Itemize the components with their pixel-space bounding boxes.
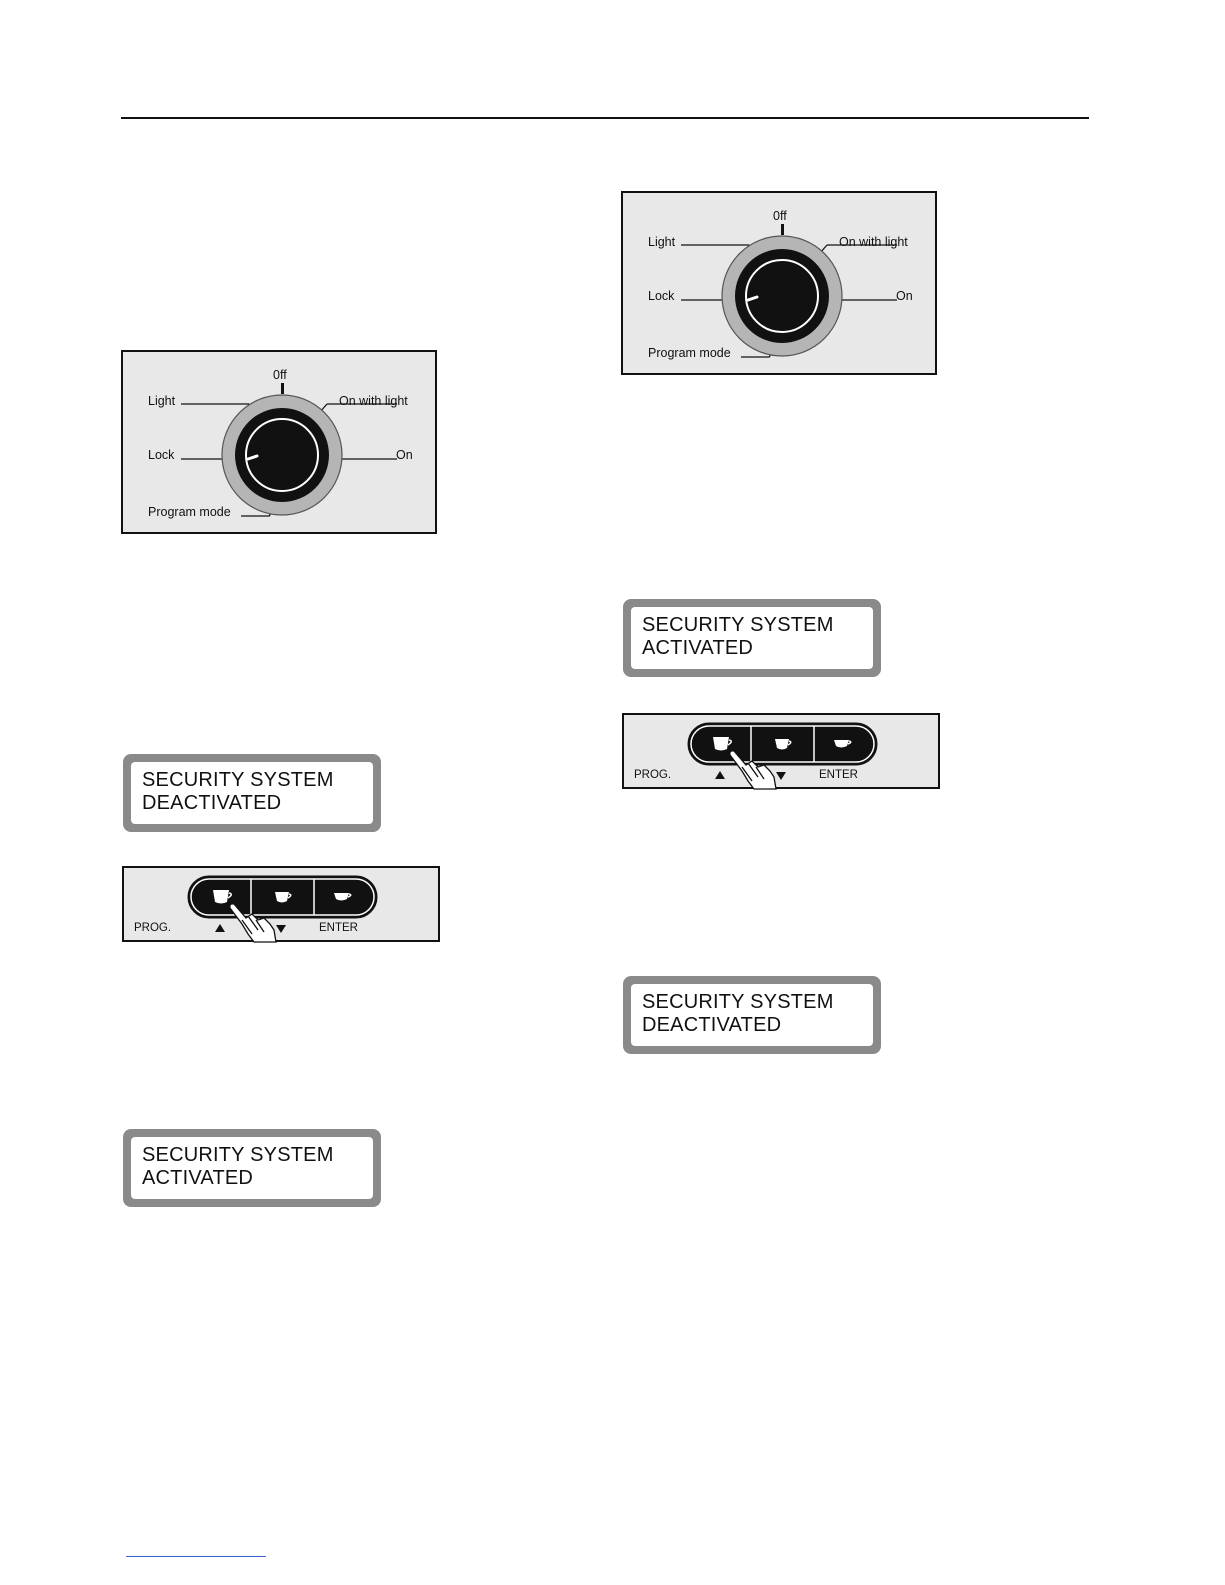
dial-knob — [735, 249, 829, 343]
security-display-deactivated — [123, 754, 381, 832]
button-panel-right — [622, 713, 940, 789]
enter-label: ENTER — [819, 769, 858, 781]
dial-label-program-mode: Program mode — [148, 505, 231, 519]
dial-label-on: On — [896, 289, 913, 303]
security-display-activated — [623, 599, 881, 677]
dial-label-on-with-light: On with light — [339, 394, 408, 408]
security-display-deactivated — [623, 976, 881, 1054]
display-line-1: SECURITY SYSTEM — [642, 991, 834, 1013]
display-line-2: DEACTIVATED — [642, 1014, 782, 1036]
selector-dial-panel-right — [621, 191, 937, 375]
dial-knob — [235, 408, 329, 502]
dial-label-lock: Lock — [148, 448, 175, 462]
button-panel-drawing — [624, 715, 942, 791]
up-arrow-icon — [715, 771, 725, 779]
prog-label: PROG. — [134, 922, 172, 934]
dial-label-lock: Lock — [648, 289, 675, 303]
prog-label: PROG. — [634, 769, 672, 781]
display-line-1: SECURITY SYSTEM — [642, 614, 834, 636]
display-screen — [131, 762, 373, 824]
security-display-activated — [123, 1129, 381, 1207]
display-line-2: ACTIVATED — [642, 637, 754, 659]
footer-link-underline — [126, 1556, 266, 1557]
dial-label-light: Light — [648, 235, 676, 249]
dial-label-on: On — [396, 448, 413, 462]
dial-label-program-mode: Program mode — [648, 346, 731, 360]
display-screen — [131, 1137, 373, 1199]
display-screen — [631, 984, 873, 1046]
display-screen — [631, 607, 873, 669]
display-line-2: ACTIVATED — [142, 1167, 254, 1189]
dial-label-light: Light — [148, 394, 176, 408]
down-arrow-icon — [776, 772, 786, 780]
dial-label-on-with-light: On with light — [839, 235, 908, 249]
up-arrow-icon — [215, 924, 225, 932]
down-arrow-icon — [276, 925, 286, 933]
display-line-1: SECURITY SYSTEM — [142, 1144, 334, 1166]
enter-label: ENTER — [319, 922, 358, 934]
display-line-2: DEACTIVATED — [142, 792, 282, 814]
button-panel-drawing — [124, 868, 442, 944]
header-rule — [121, 117, 1089, 119]
dial-label-off: 0ff — [773, 209, 787, 223]
dial-label-off: 0ff — [273, 368, 287, 382]
display-line-1: SECURITY SYSTEM — [142, 769, 334, 791]
selector-dial-panel-left — [121, 350, 437, 534]
button-panel-left — [122, 866, 440, 942]
